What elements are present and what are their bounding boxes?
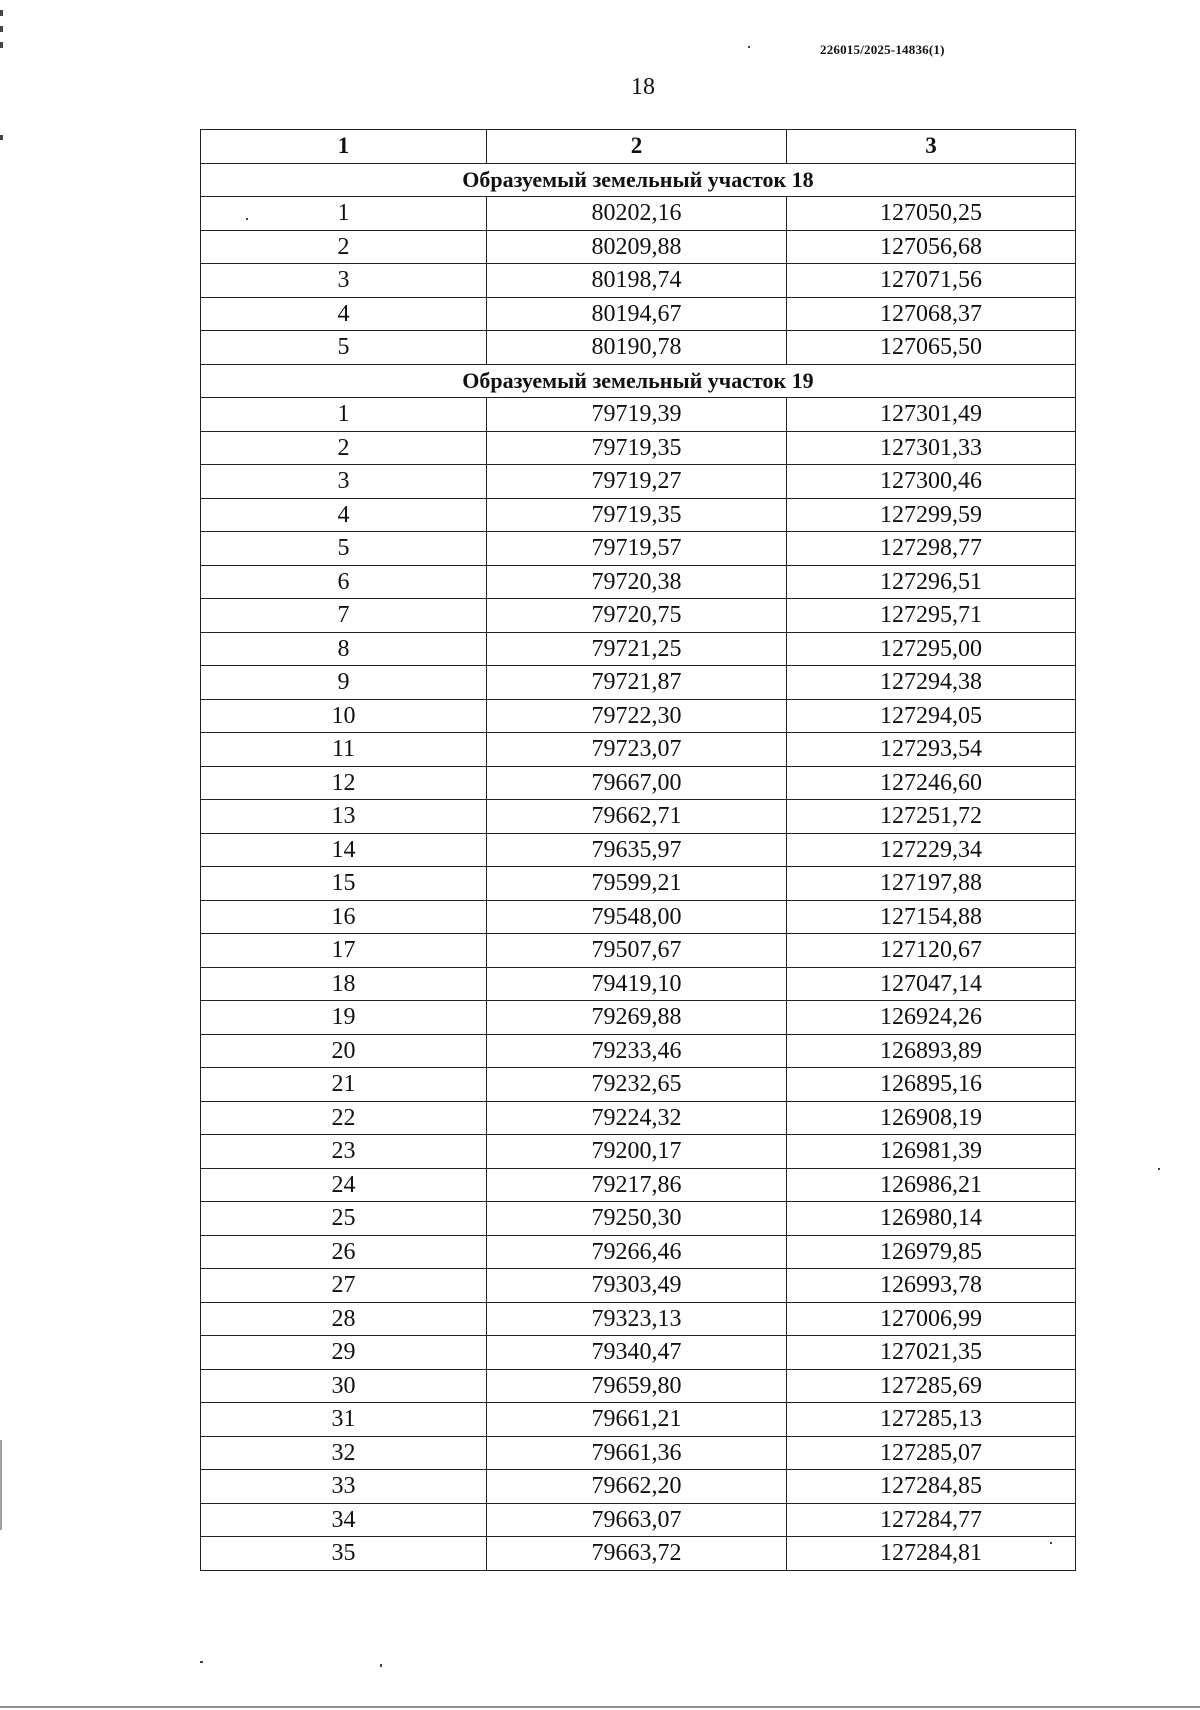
y-coordinate-cell: 127050,25 bbox=[787, 197, 1076, 231]
table-row bbox=[201, 867, 1076, 901]
table-row bbox=[201, 699, 1076, 733]
x-coordinate-cell: 79663,07 bbox=[487, 1503, 787, 1537]
section-title: Образуемый земельный участок 19 bbox=[201, 364, 1076, 398]
table-row bbox=[201, 331, 1076, 365]
point-number-cell: 13 bbox=[201, 800, 487, 834]
table-row bbox=[201, 1269, 1076, 1303]
table-row bbox=[201, 666, 1076, 700]
y-coordinate-cell: 126986,21 bbox=[787, 1168, 1076, 1202]
point-number-cell: 1 bbox=[201, 398, 487, 432]
x-coordinate-cell: 79667,00 bbox=[487, 766, 787, 800]
y-coordinate-cell: 126893,89 bbox=[787, 1034, 1076, 1068]
table-row bbox=[201, 1470, 1076, 1504]
x-coordinate-cell: 79723,07 bbox=[487, 733, 787, 767]
table-row bbox=[201, 900, 1076, 934]
y-coordinate-cell: 127251,72 bbox=[787, 800, 1076, 834]
point-number-cell: 35 bbox=[201, 1537, 487, 1571]
scan-mark bbox=[380, 1664, 382, 1667]
x-coordinate-cell: 79200,17 bbox=[487, 1135, 787, 1169]
point-number-cell: 5 bbox=[201, 532, 487, 566]
point-number-cell: 33 bbox=[201, 1470, 487, 1504]
point-number-cell: 5 bbox=[201, 331, 487, 365]
point-number-cell: 17 bbox=[201, 934, 487, 968]
scan-mark bbox=[1158, 1168, 1160, 1170]
y-coordinate-cell: 127285,69 bbox=[787, 1369, 1076, 1403]
y-coordinate-cell: 127246,60 bbox=[787, 766, 1076, 800]
y-coordinate-cell: 127285,13 bbox=[787, 1403, 1076, 1437]
table-row bbox=[201, 297, 1076, 331]
y-coordinate-cell: 127293,54 bbox=[787, 733, 1076, 767]
point-number-cell: 11 bbox=[201, 733, 487, 767]
table-row bbox=[201, 1101, 1076, 1135]
y-coordinate-cell: 127298,77 bbox=[787, 532, 1076, 566]
scan-mark bbox=[0, 42, 3, 48]
table-row bbox=[201, 1503, 1076, 1537]
table-row bbox=[201, 1135, 1076, 1169]
x-coordinate-cell: 79507,67 bbox=[487, 934, 787, 968]
point-number-cell: 9 bbox=[201, 666, 487, 700]
point-number-cell: 8 bbox=[201, 632, 487, 666]
x-coordinate-cell: 79719,35 bbox=[487, 431, 787, 465]
point-number-cell: 3 bbox=[201, 465, 487, 499]
table-row bbox=[201, 766, 1076, 800]
point-number-cell: 3 bbox=[201, 264, 487, 298]
column-header: 2 bbox=[487, 130, 787, 164]
point-number-cell: 27 bbox=[201, 1269, 487, 1303]
document-number: 226015/2025-14836(1) bbox=[820, 42, 945, 57]
point-number-cell: 2 bbox=[201, 230, 487, 264]
scan-mark bbox=[1050, 1542, 1052, 1544]
point-number-cell: 18 bbox=[201, 967, 487, 1001]
y-coordinate-cell: 127284,77 bbox=[787, 1503, 1076, 1537]
table-row bbox=[201, 1168, 1076, 1202]
y-coordinate-cell: 127071,56 bbox=[787, 264, 1076, 298]
point-number-cell: 10 bbox=[201, 699, 487, 733]
x-coordinate-cell: 80198,74 bbox=[487, 264, 787, 298]
table-row bbox=[201, 498, 1076, 532]
x-coordinate-cell: 79232,65 bbox=[487, 1068, 787, 1102]
x-coordinate-cell: 79224,32 bbox=[487, 1101, 787, 1135]
y-coordinate-cell: 127065,50 bbox=[787, 331, 1076, 365]
x-coordinate-cell: 79721,87 bbox=[487, 666, 787, 700]
y-coordinate-cell: 127301,33 bbox=[787, 431, 1076, 465]
y-coordinate-cell: 127154,88 bbox=[787, 900, 1076, 934]
table-row bbox=[201, 565, 1076, 599]
x-coordinate-cell: 79635,97 bbox=[487, 833, 787, 867]
column-header: 3 bbox=[787, 130, 1076, 164]
y-coordinate-cell: 127120,67 bbox=[787, 934, 1076, 968]
y-coordinate-cell: 127284,81 bbox=[787, 1537, 1076, 1571]
x-coordinate-cell: 79250,30 bbox=[487, 1202, 787, 1236]
section-header-row bbox=[201, 163, 1076, 197]
point-number-cell: 6 bbox=[201, 565, 487, 599]
point-number-cell: 1 bbox=[201, 197, 487, 231]
scan-mark bbox=[0, 1706, 1200, 1708]
table-body bbox=[201, 163, 1076, 1570]
point-number-cell: 20 bbox=[201, 1034, 487, 1068]
x-coordinate-cell: 79720,38 bbox=[487, 565, 787, 599]
x-coordinate-cell: 79269,88 bbox=[487, 1001, 787, 1035]
table-row bbox=[201, 1336, 1076, 1370]
y-coordinate-cell: 127296,51 bbox=[787, 565, 1076, 599]
scan-mark bbox=[0, 1440, 2, 1530]
table-row bbox=[201, 1537, 1076, 1571]
point-number-cell: 26 bbox=[201, 1235, 487, 1269]
y-coordinate-cell: 127068,37 bbox=[787, 297, 1076, 331]
scan-mark bbox=[246, 218, 248, 220]
scan-mark bbox=[0, 10, 3, 16]
y-coordinate-cell: 127301,49 bbox=[787, 398, 1076, 432]
scan-mark bbox=[748, 46, 750, 48]
x-coordinate-cell: 79419,10 bbox=[487, 967, 787, 1001]
y-coordinate-cell: 126895,16 bbox=[787, 1068, 1076, 1102]
table-header-row bbox=[201, 130, 1076, 164]
point-number-cell: 34 bbox=[201, 1503, 487, 1537]
y-coordinate-cell: 127056,68 bbox=[787, 230, 1076, 264]
x-coordinate-cell: 79661,21 bbox=[487, 1403, 787, 1437]
x-coordinate-cell: 79548,00 bbox=[487, 900, 787, 934]
x-coordinate-cell: 79303,49 bbox=[487, 1269, 787, 1303]
table-row bbox=[201, 465, 1076, 499]
x-coordinate-cell: 80209,88 bbox=[487, 230, 787, 264]
table-row bbox=[201, 1034, 1076, 1068]
x-coordinate-cell: 79340,47 bbox=[487, 1336, 787, 1370]
section-header-row bbox=[201, 364, 1076, 398]
point-number-cell: 16 bbox=[201, 900, 487, 934]
scan-mark bbox=[200, 1661, 203, 1663]
table-row bbox=[201, 230, 1076, 264]
y-coordinate-cell: 127229,34 bbox=[787, 833, 1076, 867]
y-coordinate-cell: 127295,71 bbox=[787, 599, 1076, 633]
column-header: 1 bbox=[201, 130, 487, 164]
x-coordinate-cell: 79661,36 bbox=[487, 1436, 787, 1470]
scan-mark bbox=[0, 26, 3, 32]
point-number-cell: 14 bbox=[201, 833, 487, 867]
x-coordinate-cell: 79719,35 bbox=[487, 498, 787, 532]
point-number-cell: 22 bbox=[201, 1101, 487, 1135]
point-number-cell: 28 bbox=[201, 1302, 487, 1336]
point-number-cell: 32 bbox=[201, 1436, 487, 1470]
table-row bbox=[201, 1235, 1076, 1269]
table-row bbox=[201, 967, 1076, 1001]
table-row bbox=[201, 398, 1076, 432]
table-row bbox=[201, 1001, 1076, 1035]
y-coordinate-cell: 127300,46 bbox=[787, 465, 1076, 499]
coordinates-table bbox=[200, 129, 1076, 1571]
table-row bbox=[201, 800, 1076, 834]
x-coordinate-cell: 80202,16 bbox=[487, 197, 787, 231]
x-coordinate-cell: 79720,75 bbox=[487, 599, 787, 633]
table-row bbox=[201, 632, 1076, 666]
x-coordinate-cell: 79719,39 bbox=[487, 398, 787, 432]
table-row bbox=[201, 1369, 1076, 1403]
point-number-cell: 31 bbox=[201, 1403, 487, 1437]
y-coordinate-cell: 126981,39 bbox=[787, 1135, 1076, 1169]
table-row bbox=[201, 197, 1076, 231]
page-number: 18 bbox=[631, 74, 655, 100]
x-coordinate-cell: 79266,46 bbox=[487, 1235, 787, 1269]
y-coordinate-cell: 127021,35 bbox=[787, 1336, 1076, 1370]
x-coordinate-cell: 80190,78 bbox=[487, 331, 787, 365]
point-number-cell: 4 bbox=[201, 297, 487, 331]
point-number-cell: 30 bbox=[201, 1369, 487, 1403]
y-coordinate-cell: 126908,19 bbox=[787, 1101, 1076, 1135]
table-row bbox=[201, 264, 1076, 298]
x-coordinate-cell: 80194,67 bbox=[487, 297, 787, 331]
point-number-cell: 4 bbox=[201, 498, 487, 532]
point-number-cell: 19 bbox=[201, 1001, 487, 1035]
y-coordinate-cell: 127295,00 bbox=[787, 632, 1076, 666]
section-title: Образуемый земельный участок 18 bbox=[201, 163, 1076, 197]
y-coordinate-cell: 126993,78 bbox=[787, 1269, 1076, 1303]
point-number-cell: 29 bbox=[201, 1336, 487, 1370]
point-number-cell: 12 bbox=[201, 766, 487, 800]
x-coordinate-cell: 79663,72 bbox=[487, 1537, 787, 1571]
y-coordinate-cell: 126924,26 bbox=[787, 1001, 1076, 1035]
x-coordinate-cell: 79323,13 bbox=[487, 1302, 787, 1336]
y-coordinate-cell: 126979,85 bbox=[787, 1235, 1076, 1269]
table-row bbox=[201, 532, 1076, 566]
x-coordinate-cell: 79217,86 bbox=[487, 1168, 787, 1202]
table-row bbox=[201, 1068, 1076, 1102]
y-coordinate-cell: 127006,99 bbox=[787, 1302, 1076, 1336]
y-coordinate-cell: 127294,05 bbox=[787, 699, 1076, 733]
x-coordinate-cell: 79599,21 bbox=[487, 867, 787, 901]
point-number-cell: 23 bbox=[201, 1135, 487, 1169]
scan-mark bbox=[0, 135, 3, 140]
table-row bbox=[201, 833, 1076, 867]
table-row bbox=[201, 934, 1076, 968]
x-coordinate-cell: 79719,27 bbox=[487, 465, 787, 499]
y-coordinate-cell: 127299,59 bbox=[787, 498, 1076, 532]
point-number-cell: 2 bbox=[201, 431, 487, 465]
y-coordinate-cell: 127284,85 bbox=[787, 1470, 1076, 1504]
point-number-cell: 24 bbox=[201, 1168, 487, 1202]
table-row bbox=[201, 599, 1076, 633]
point-number-cell: 15 bbox=[201, 867, 487, 901]
y-coordinate-cell: 127294,38 bbox=[787, 666, 1076, 700]
table-row bbox=[201, 1302, 1076, 1336]
x-coordinate-cell: 79719,57 bbox=[487, 532, 787, 566]
point-number-cell: 25 bbox=[201, 1202, 487, 1236]
point-number-cell: 7 bbox=[201, 599, 487, 633]
y-coordinate-cell: 127197,88 bbox=[787, 867, 1076, 901]
point-number-cell: 21 bbox=[201, 1068, 487, 1102]
x-coordinate-cell: 79662,71 bbox=[487, 800, 787, 834]
y-coordinate-cell: 127285,07 bbox=[787, 1436, 1076, 1470]
y-coordinate-cell: 126980,14 bbox=[787, 1202, 1076, 1236]
x-coordinate-cell: 79662,20 bbox=[487, 1470, 787, 1504]
table-row bbox=[201, 1403, 1076, 1437]
x-coordinate-cell: 79721,25 bbox=[487, 632, 787, 666]
table-row bbox=[201, 431, 1076, 465]
x-coordinate-cell: 79722,30 bbox=[487, 699, 787, 733]
table-row bbox=[201, 1436, 1076, 1470]
table-row bbox=[201, 733, 1076, 767]
x-coordinate-cell: 79659,80 bbox=[487, 1369, 787, 1403]
y-coordinate-cell: 127047,14 bbox=[787, 967, 1076, 1001]
table-row bbox=[201, 1202, 1076, 1236]
x-coordinate-cell: 79233,46 bbox=[487, 1034, 787, 1068]
